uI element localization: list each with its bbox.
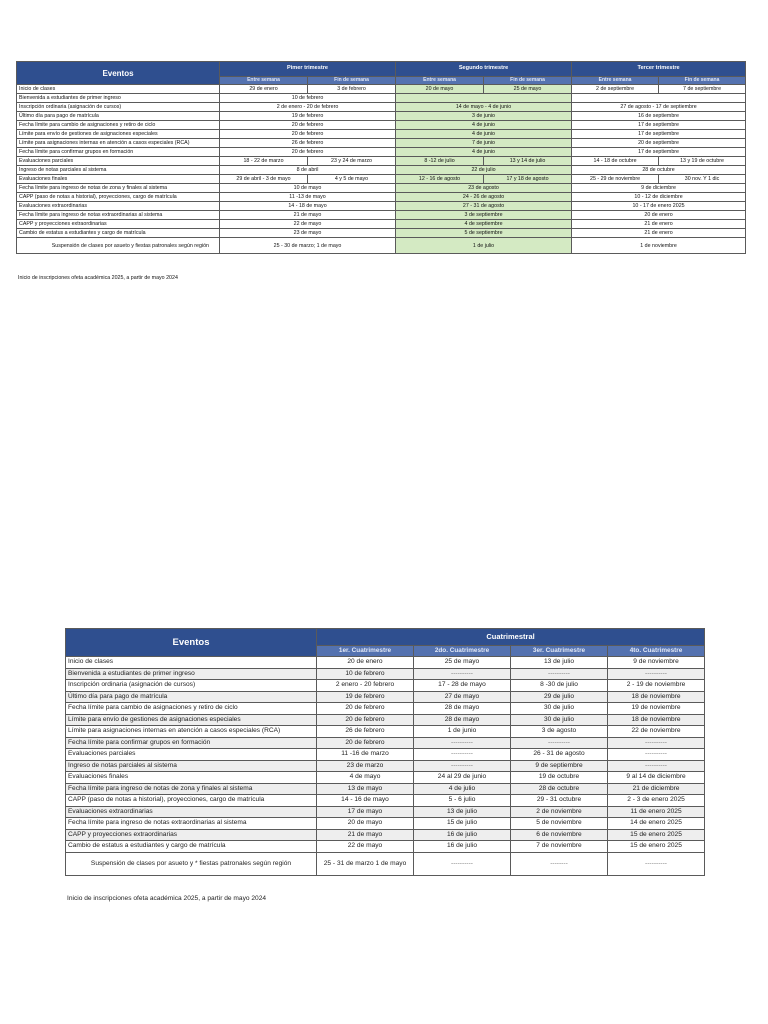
table-cell: 1 de junio bbox=[414, 726, 511, 738]
sub-header: 4to. Cuatrimestre bbox=[608, 646, 705, 657]
table-cell: 28 de octubre bbox=[572, 166, 746, 175]
table-cell: 7 de noviembre bbox=[511, 841, 608, 853]
table-row bbox=[17, 148, 746, 157]
table-cell: 7 de junio bbox=[396, 139, 572, 148]
table-row bbox=[17, 103, 746, 112]
table-cell: 4 de mayo bbox=[317, 772, 414, 784]
table-cell: 13 de mayo bbox=[317, 783, 414, 795]
table-cell: 20 de febrero bbox=[220, 130, 396, 139]
table-row bbox=[66, 714, 705, 726]
table-row bbox=[17, 112, 746, 121]
table-cell: ---------- bbox=[414, 852, 511, 875]
event-label: CAPP (paso de notas a historial), proyecciones, cargo de matrícula bbox=[66, 795, 317, 807]
table-cell: ---------- bbox=[608, 852, 705, 875]
table-cell: 29 - 31 octubre bbox=[511, 795, 608, 807]
table-cell: 28 de mayo bbox=[414, 714, 511, 726]
table-cell: 26 - 31 de agosto bbox=[511, 749, 608, 761]
table-cell: 5 de septiembre bbox=[396, 229, 572, 238]
table-row bbox=[17, 121, 746, 130]
table-cell: ---------- bbox=[414, 668, 511, 680]
table-cell: 9 de diciembre bbox=[572, 184, 746, 193]
table-cell: 23 de mayo bbox=[220, 229, 396, 238]
table-cell: 27 - 31 de agosto bbox=[396, 202, 572, 211]
table-cell: 30 de julio bbox=[511, 714, 608, 726]
sub-header: Fin de semana bbox=[308, 77, 396, 85]
table-cell: ---------- bbox=[608, 749, 705, 761]
table-cell: 8 -30 de julio bbox=[511, 680, 608, 692]
table-row bbox=[17, 166, 746, 175]
table-cell: 10 de febrero bbox=[220, 94, 396, 103]
table-cell: 15 de julio bbox=[414, 818, 511, 830]
table-cell: 28 de octubre bbox=[511, 783, 608, 795]
table-cell: 8 -12 de julio bbox=[396, 157, 484, 166]
event-label: Fecha límite para ingreso de notas extraordinarias al sistema bbox=[66, 818, 317, 830]
table-cell: 17 de mayo bbox=[317, 806, 414, 818]
event-label: Límite para envío de gestiones de asignaciones especiales bbox=[66, 714, 317, 726]
trimester-table-body bbox=[17, 85, 746, 254]
table-cell: 3 de junio bbox=[396, 112, 572, 121]
event-label: Inscripción ordinaria (asignación de cursos) bbox=[17, 103, 220, 112]
table-cell: 22 de julio bbox=[396, 166, 572, 175]
sub-header: Entre semana bbox=[220, 77, 308, 85]
table-cell: 2 - 3 de enero 2025 bbox=[608, 795, 705, 807]
table-row bbox=[17, 85, 746, 94]
table-row bbox=[66, 783, 705, 795]
table-cell: 23 de marzo bbox=[317, 760, 414, 772]
enrollment-note: Inicio de inscripciones ofeta académica 2025, a partir de mayo 2024 bbox=[67, 895, 267, 902]
table-cell: 13 y 19 de octubre bbox=[659, 157, 746, 166]
table-cell: 20 de mayo bbox=[317, 818, 414, 830]
table-cell: 10 - 17 de enero 2025 bbox=[572, 202, 746, 211]
table-cell: 27 de agosto - 17 de septiembre bbox=[572, 103, 746, 112]
table-cell: 3 de septiembre bbox=[396, 211, 572, 220]
table-cell: 19 de noviembre bbox=[608, 703, 705, 715]
table-cell: 16 de septiembre bbox=[572, 112, 746, 121]
table-row bbox=[17, 211, 746, 220]
table-row bbox=[66, 726, 705, 738]
event-label: CAPP y proyecciones extraordinarias bbox=[66, 829, 317, 841]
table-row bbox=[17, 220, 746, 229]
table-cell: 29 de julio bbox=[511, 691, 608, 703]
sub-header: 3er. Cuatrimestre bbox=[511, 646, 608, 657]
table-cell: 21 de mayo bbox=[317, 829, 414, 841]
table-cell: ---------- bbox=[608, 737, 705, 749]
table-cell: 30 nov. Y 1 dic bbox=[659, 175, 746, 184]
table-cell: 6 de noviembre bbox=[511, 829, 608, 841]
table-cell: 4 y 5 de mayo bbox=[308, 175, 396, 184]
table-cell: 20 de febrero bbox=[317, 737, 414, 749]
trimester-calendar-table bbox=[16, 61, 746, 254]
period-header: Segundo trimestre bbox=[396, 62, 572, 77]
table-cell: 26 de febrero bbox=[317, 726, 414, 738]
event-label: Inicio de clases bbox=[66, 657, 317, 669]
table-row bbox=[66, 852, 705, 875]
table-cell: 25 de mayo bbox=[484, 85, 572, 94]
table-cell: 21 de enero bbox=[572, 220, 746, 229]
table-cell: 19 de octubre bbox=[511, 772, 608, 784]
table-cell: 9 de noviembre bbox=[608, 657, 705, 669]
table-cell: 20 de febrero bbox=[317, 703, 414, 715]
cuatrimestral-table-body bbox=[66, 657, 705, 876]
table-cell: 20 de febrero bbox=[220, 121, 396, 130]
table-row bbox=[17, 94, 746, 103]
table-cell: 23 de agosto bbox=[396, 184, 572, 193]
table-row bbox=[17, 130, 746, 139]
table-row bbox=[17, 193, 746, 202]
table-cell: 25 - 29 de noviembre bbox=[572, 175, 659, 184]
table-cell: 24 al 29 de junio bbox=[414, 772, 511, 784]
table-cell: 19 de febrero bbox=[220, 112, 396, 121]
table-cell: 18 - 22 de marzo bbox=[220, 157, 308, 166]
table-cell: 15 de enero 2025 bbox=[608, 841, 705, 853]
table-cell: 11 -13 de mayo bbox=[220, 193, 396, 202]
table-row bbox=[17, 184, 746, 193]
table-cell: -------- bbox=[511, 852, 608, 875]
event-label: Evaluaciones extraordinarias bbox=[17, 202, 220, 211]
table-row bbox=[17, 139, 746, 148]
table-cell: 17 de septiembre bbox=[572, 121, 746, 130]
table-cell: 3 de agosto bbox=[511, 726, 608, 738]
sub-header: Fin de semana bbox=[659, 77, 746, 85]
event-label: Evaluaciones parciales bbox=[66, 749, 317, 761]
table-cell: 22 de mayo bbox=[317, 841, 414, 853]
event-label: Evaluaciones parciales bbox=[17, 157, 220, 166]
sub-header: 2do. Cuatrimestre bbox=[414, 646, 511, 657]
table-cell: 2 de noviembre bbox=[511, 806, 608, 818]
table-cell: 22 de noviembre bbox=[608, 726, 705, 738]
table-cell: 3 de febrero bbox=[308, 85, 396, 94]
cuatrimestral-calendar-table bbox=[65, 628, 705, 876]
sub-header: Entre semana bbox=[572, 77, 659, 85]
table-cell: 30 de julio bbox=[511, 703, 608, 715]
table-cell: 4 de junio bbox=[396, 148, 572, 157]
event-label: Fecha límite para ingreso de notas de zona y finales al sistema bbox=[17, 184, 220, 193]
table-cell: 13 de julio bbox=[511, 657, 608, 669]
table-row bbox=[17, 238, 746, 254]
period-header: Tercer trimestre bbox=[572, 62, 746, 77]
event-label: Evaluaciones finales bbox=[17, 175, 220, 184]
table-cell: 16 de julio bbox=[414, 829, 511, 841]
table-cell: 5 - 6 julio bbox=[414, 795, 511, 807]
sub-header: Fin de semana bbox=[484, 77, 572, 85]
table-cell bbox=[572, 94, 746, 103]
event-label: Bienvenida a estudiantes de primer ingreso bbox=[17, 94, 220, 103]
table-row bbox=[66, 818, 705, 830]
events-header: Eventos bbox=[17, 62, 220, 85]
event-label: Límite para asignaciones internas en atención a casos especiales (RCA) bbox=[66, 726, 317, 738]
table-cell: 2 de septiembre bbox=[572, 85, 659, 94]
sub-header: 1er. Cuatrimestre bbox=[317, 646, 414, 657]
table-cell: 11 de enero 2025 bbox=[608, 806, 705, 818]
table-cell: 14 - 18 de octubre bbox=[572, 157, 659, 166]
table-cell: 19 de febrero bbox=[317, 691, 414, 703]
event-label: Fecha límite para confirmar grupos en formación bbox=[17, 148, 220, 157]
table-cell: 1 de julio bbox=[396, 238, 572, 254]
table-row bbox=[66, 772, 705, 784]
table-cell: 11 -16 de marzo bbox=[317, 749, 414, 761]
table-cell: 25 - 31 de marzo 1 de mayo bbox=[317, 852, 414, 875]
event-label: Último día para pago de matrícula bbox=[17, 112, 220, 121]
cuatrimestral-header: Cuatrimestral bbox=[317, 629, 705, 646]
event-label: CAPP y proyecciones extraordinarias bbox=[17, 220, 220, 229]
event-label: Inicio de clases bbox=[17, 85, 220, 94]
table-cell bbox=[396, 94, 572, 103]
table-row bbox=[66, 737, 705, 749]
table-cell: 7 de septiembre bbox=[659, 85, 746, 94]
table-cell: 18 de noviembre bbox=[608, 714, 705, 726]
table-cell: 14 - 18 de mayo bbox=[220, 202, 396, 211]
table-cell: 14 de mayo - 4 de junio bbox=[396, 103, 572, 112]
table-cell: 2 enero - 20 febrero bbox=[317, 680, 414, 692]
table-cell: 14 - 16 de mayo bbox=[317, 795, 414, 807]
table-cell: 20 de septiembre bbox=[572, 139, 746, 148]
event-label: Bienvenida a estudiantes de primer ingreso bbox=[66, 668, 317, 680]
table-cell: 23 y 24 de marzo bbox=[308, 157, 396, 166]
table-cell: 29 de abril - 3 de mayo bbox=[220, 175, 308, 184]
table-cell: 1 de noviembre bbox=[572, 238, 746, 254]
table-row bbox=[66, 657, 705, 669]
table-row bbox=[66, 691, 705, 703]
table-cell: 12 - 16 de agosto bbox=[396, 175, 484, 184]
table-row bbox=[66, 749, 705, 761]
event-label: Límite para asignaciones internas en atención a casos especiales (RCA) bbox=[17, 139, 220, 148]
table-row bbox=[66, 760, 705, 772]
table-row bbox=[66, 795, 705, 807]
table-cell: 17 - 28 de mayo bbox=[414, 680, 511, 692]
event-label: Suspensión de clases por asueto y fiestas patronales según región bbox=[17, 238, 220, 254]
table-cell: 17 de septiembre bbox=[572, 148, 746, 157]
table-cell: 29 de enero bbox=[220, 85, 308, 94]
event-label: Cambio de estatus a estudiantes y cargo de matrícula bbox=[17, 229, 220, 238]
table-row bbox=[66, 680, 705, 692]
table-row bbox=[66, 668, 705, 680]
table-cell: 24 - 26 de agosto bbox=[396, 193, 572, 202]
table-cell: 8 de abril bbox=[220, 166, 396, 175]
table-cell: ---------- bbox=[511, 668, 608, 680]
table-cell: 15 de enero 2025 bbox=[608, 829, 705, 841]
table-cell: 10 - 12 de diciembre bbox=[572, 193, 746, 202]
table-cell: 21 de diciembre bbox=[608, 783, 705, 795]
table-cell: ---------- bbox=[414, 749, 511, 761]
table-cell: 10 de febrero bbox=[317, 668, 414, 680]
table-cell: 9 al 14 de diciembre bbox=[608, 772, 705, 784]
table-cell: 9 de septiembre bbox=[511, 760, 608, 772]
table-cell: 20 de mayo bbox=[396, 85, 484, 94]
table-cell: 20 de febrero bbox=[220, 148, 396, 157]
table-cell: 26 de febrero bbox=[220, 139, 396, 148]
table-cell: 25 de mayo bbox=[414, 657, 511, 669]
table-cell: 21 de mayo bbox=[220, 211, 396, 220]
table-row bbox=[17, 157, 746, 166]
table-row bbox=[17, 175, 746, 184]
table-cell: ---------- bbox=[511, 737, 608, 749]
table-cell: 20 de febrero bbox=[317, 714, 414, 726]
event-label: Fecha límite para cambio de asignaciones y retiro de ciclo bbox=[66, 703, 317, 715]
table-cell: ---------- bbox=[608, 760, 705, 772]
event-label: Suspensión de clases por asueto y * fiestas patronales según región bbox=[66, 852, 317, 875]
table-cell: 2 - 19 de noviembre bbox=[608, 680, 705, 692]
table-cell: 20 de enero bbox=[572, 211, 746, 220]
table-row bbox=[66, 806, 705, 818]
table-cell: 18 de noviembre bbox=[608, 691, 705, 703]
table-cell: ---------- bbox=[414, 737, 511, 749]
table-cell: 22 de mayo bbox=[220, 220, 396, 229]
table-cell: 17 de septiembre bbox=[572, 130, 746, 139]
table-cell: 16 de julio bbox=[414, 841, 511, 853]
table-row bbox=[17, 202, 746, 211]
table-cell: 4 de julio bbox=[414, 783, 511, 795]
event-label: Evaluaciones finales bbox=[66, 772, 317, 784]
table-cell: 13 y 14 de julio bbox=[484, 157, 572, 166]
event-label: Ingreso de notas parciales al sistema bbox=[17, 166, 220, 175]
table-cell: 13 de julio bbox=[414, 806, 511, 818]
period-header: Pimer trimestre bbox=[220, 62, 396, 77]
event-label: Cambio de estatus a estudiantes y cargo de matrícula bbox=[66, 841, 317, 853]
table-cell: 27 de mayo bbox=[414, 691, 511, 703]
event-label: Último día para pago de matrícula bbox=[66, 691, 317, 703]
event-label: Fecha límite para ingreso de notas extraordinarias al sistema bbox=[17, 211, 220, 220]
event-label: Fecha límite para cambio de asignaciones y retiro de ciclo bbox=[17, 121, 220, 130]
table-cell: 25 - 30 de marzo; 1 de mayo bbox=[220, 238, 396, 254]
event-label: Ingreso de notas parciales al sistema bbox=[66, 760, 317, 772]
table-cell: 4 de junio bbox=[396, 130, 572, 139]
event-label: Fecha límite para confirmar grupos en formación bbox=[66, 737, 317, 749]
table-cell: 28 de mayo bbox=[414, 703, 511, 715]
table-cell: 17 y 18 de agosto bbox=[484, 175, 572, 184]
table-cell: 10 de mayo bbox=[220, 184, 396, 193]
table-row bbox=[17, 229, 746, 238]
table-cell: ---------- bbox=[414, 760, 511, 772]
event-label: Límite para envío de gestiones de asignaciones especiales bbox=[17, 130, 220, 139]
table-cell: 2 de enero - 20 de febrero bbox=[220, 103, 396, 112]
sub-header: Entre semana bbox=[396, 77, 484, 85]
table-cell: 5 de noviembre bbox=[511, 818, 608, 830]
table-cell: 4 de junio bbox=[396, 121, 572, 130]
event-label: Inscripción ordinaria (asignación de cursos) bbox=[66, 680, 317, 692]
table-cell: 4 de septiembre bbox=[396, 220, 572, 229]
table-row bbox=[66, 841, 705, 853]
table-row bbox=[66, 829, 705, 841]
table-row bbox=[66, 703, 705, 715]
events-header: Eventos bbox=[66, 629, 317, 657]
event-label: CAPP (paso de notas a historial), proyecciones, cargo de matrícula bbox=[17, 193, 220, 202]
event-label: Fecha límite para ingreso de notas de zona y finales al sistema bbox=[66, 783, 317, 795]
event-label: Evaluaciones extraordinarias bbox=[66, 806, 317, 818]
table-cell: 21 de enero bbox=[572, 229, 746, 238]
enrollment-note: Inicio de inscripciones ofeta académica 2025, a partir de mayo 2024 bbox=[18, 275, 178, 281]
table-cell: ---------- bbox=[608, 668, 705, 680]
table-cell: 20 de enero bbox=[317, 657, 414, 669]
table-cell: 14 de enero 2025 bbox=[608, 818, 705, 830]
